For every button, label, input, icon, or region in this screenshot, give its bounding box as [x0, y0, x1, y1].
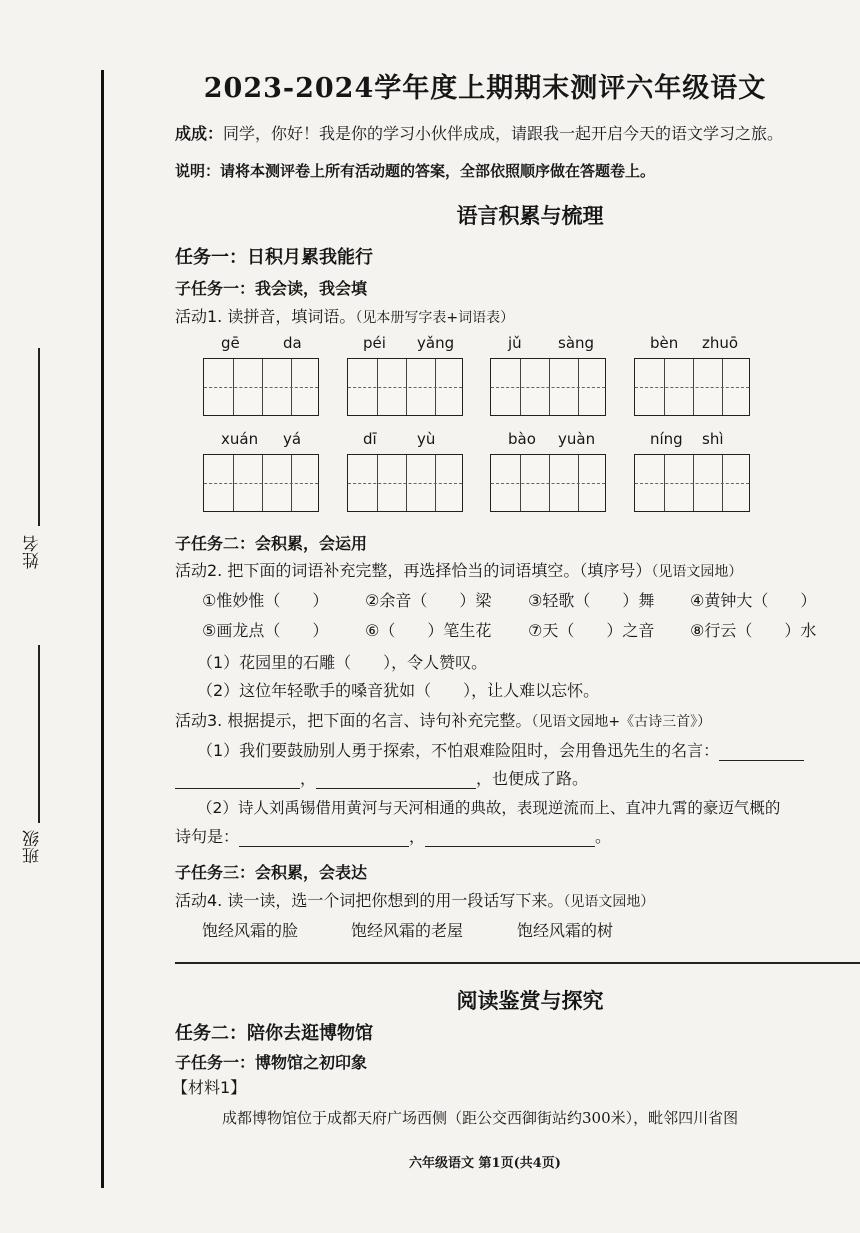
activity-4-word-3: 饱经风霜的树	[517, 921, 614, 940]
section-heading-2: 阅读鉴赏与探究	[456, 988, 604, 1013]
activity-4-note: （见语文园地）	[563, 894, 655, 910]
material-label: 【材料1】	[172, 1078, 247, 1097]
activity-4-word-2: 饱经风霜的老屋	[351, 921, 464, 940]
section-heading-1: 语言积累与梳理	[456, 203, 604, 228]
instruction	[175, 160, 655, 181]
name-field-line[interactable]	[38, 348, 40, 526]
pinyin-syllable: gē	[221, 334, 240, 352]
activity-1-text: 活动1. 读拼音，填词语。	[175, 307, 356, 326]
page-footer: 六年级语文 第1页(共4页)	[409, 1156, 561, 1171]
activity-2-text: 活动2. 把下面的词语补充完整，再选择恰当的词语填空。（填序号）	[175, 561, 652, 580]
pinyin-syllable: yǎng	[417, 334, 455, 352]
activity-2-question-1: （1）花园里的石雕（ ），令人赞叹。	[197, 653, 488, 672]
pinyin-syllable: bào	[508, 430, 536, 448]
answer-blank[interactable]	[425, 830, 595, 847]
idiom-item: ⑧行云（ ）水	[690, 621, 817, 640]
greeting-label: 成成：	[175, 124, 224, 143]
activity-2	[175, 558, 742, 581]
writing-grid[interactable]	[490, 454, 606, 512]
activity-2-question-2: （2）这位年轻歌手的嗓音犹如（ ），让人难以忘怀。	[197, 681, 600, 700]
instruction-label: 说明：	[175, 162, 221, 180]
class-field-line[interactable]	[38, 645, 40, 823]
answer-blank[interactable]	[175, 772, 300, 789]
answer-blank[interactable]	[239, 830, 409, 847]
activity-4-word-1: 饱经风霜的脸	[202, 921, 299, 940]
activity-3-note: （见语文园地+《古诗三首》）	[531, 714, 712, 730]
page-title: 2023-2024学年度上期期末测评六年级语文	[203, 73, 767, 104]
activity-3-question-2-cont	[175, 824, 611, 847]
writing-grid[interactable]	[634, 454, 750, 512]
pinyin-syllable: níng	[650, 430, 683, 448]
section-divider	[175, 962, 860, 964]
idiom-item: ②余音（ ）梁	[365, 591, 492, 610]
subtask-1-heading: 子任务一：我会读，我会填	[175, 279, 368, 298]
idiom-item: ③轻歌（ ）舞	[528, 591, 655, 610]
pinyin-syllable: xuán	[221, 430, 259, 448]
pinyin-syllable: shì	[702, 430, 724, 448]
comma: ，	[409, 827, 426, 846]
pinyin-syllable: bèn	[650, 334, 679, 352]
pinyin-syllable: yù	[417, 430, 436, 448]
activity-3-text: 活动3. 根据提示，把下面的名言、诗句补充完整。	[175, 711, 532, 730]
period: 。	[595, 827, 612, 846]
activity-3-question-2-label: 诗句是：	[175, 827, 240, 846]
subtask-3-heading: 子任务三：会积累，会表达	[175, 863, 368, 882]
subtask-4-heading: 子任务一：博物馆之初印象	[175, 1053, 368, 1072]
writing-grid[interactable]	[634, 358, 750, 416]
writing-grid[interactable]	[347, 358, 463, 416]
idiom-item: ⑥（ ）笔生花	[365, 621, 492, 640]
name-label: 姓名	[23, 535, 43, 569]
activity-1-note: （见本册写字表+词语表）	[355, 310, 515, 326]
task-2-heading: 任务二：陪你去逛博物馆	[175, 1023, 373, 1044]
pinyin-syllable: zhuō	[702, 334, 739, 352]
idiom-item: ①惟妙惟（ ）	[202, 591, 329, 610]
pinyin-syllable: yá	[283, 430, 302, 448]
class-label: 班级	[23, 830, 43, 864]
material-text: 成都博物馆位于成都天府广场西侧（距公交西御街站约300米），毗邻四川省图	[222, 1109, 739, 1127]
activity-3-question-2: （2）诗人刘禹锡借用黄河与天河相通的典故，表现逆流而上、直冲九霄的豪迈气概的	[197, 799, 781, 817]
idiom-item: ⑦天（ ）之音	[528, 621, 655, 640]
activity-3-question-1-text: （1）我们要鼓励别人勇于探索，不怕艰难险阻时，会用鲁迅先生的名言：	[197, 741, 720, 760]
activity-3-question-1-end: ，也便成了路。	[476, 769, 589, 788]
activity-3	[175, 708, 711, 731]
writing-grid[interactable]	[203, 358, 319, 416]
pinyin-syllable: dī	[363, 430, 377, 448]
binding-line	[101, 70, 104, 1188]
writing-grid[interactable]	[490, 358, 606, 416]
activity-1	[175, 304, 514, 327]
greeting	[175, 121, 783, 144]
idiom-item: ⑤画龙点（ ）	[202, 621, 329, 640]
subtask-2-heading: 子任务二：会积累，会运用	[175, 534, 368, 553]
writing-grid[interactable]	[203, 454, 319, 512]
answer-blank[interactable]	[316, 772, 476, 789]
instruction-text: 请将本测评卷上所有活动题的答案，全部依照顺序做在答题卷上。	[220, 162, 656, 180]
answer-blank[interactable]	[719, 744, 804, 761]
writing-grid[interactable]	[347, 454, 463, 512]
idiom-item: ④黄钟大（ ）	[690, 591, 817, 610]
pinyin-syllable: sàng	[558, 334, 595, 352]
activity-4	[175, 888, 654, 911]
activity-4-text: 活动4. 读一读，选一个词把你想到的用一段话写下来。	[175, 891, 564, 910]
pinyin-syllable: da	[283, 334, 302, 352]
pinyin-syllable: péi	[363, 334, 386, 352]
task-1-heading: 任务一：日积月累我能行	[175, 247, 373, 268]
activity-2-note: （见语文园地）	[651, 564, 743, 580]
comma: ，	[300, 769, 317, 788]
pinyin-syllable: jǔ	[508, 334, 522, 352]
activity-3-question-1-cont	[175, 766, 588, 789]
pinyin-syllable: yuàn	[558, 430, 596, 448]
activity-3-question-1	[197, 738, 804, 761]
greeting-text: 同学，你好！我是你的学习小伙伴成成，请跟我一起开启今天的语文学习之旅。	[223, 124, 784, 143]
